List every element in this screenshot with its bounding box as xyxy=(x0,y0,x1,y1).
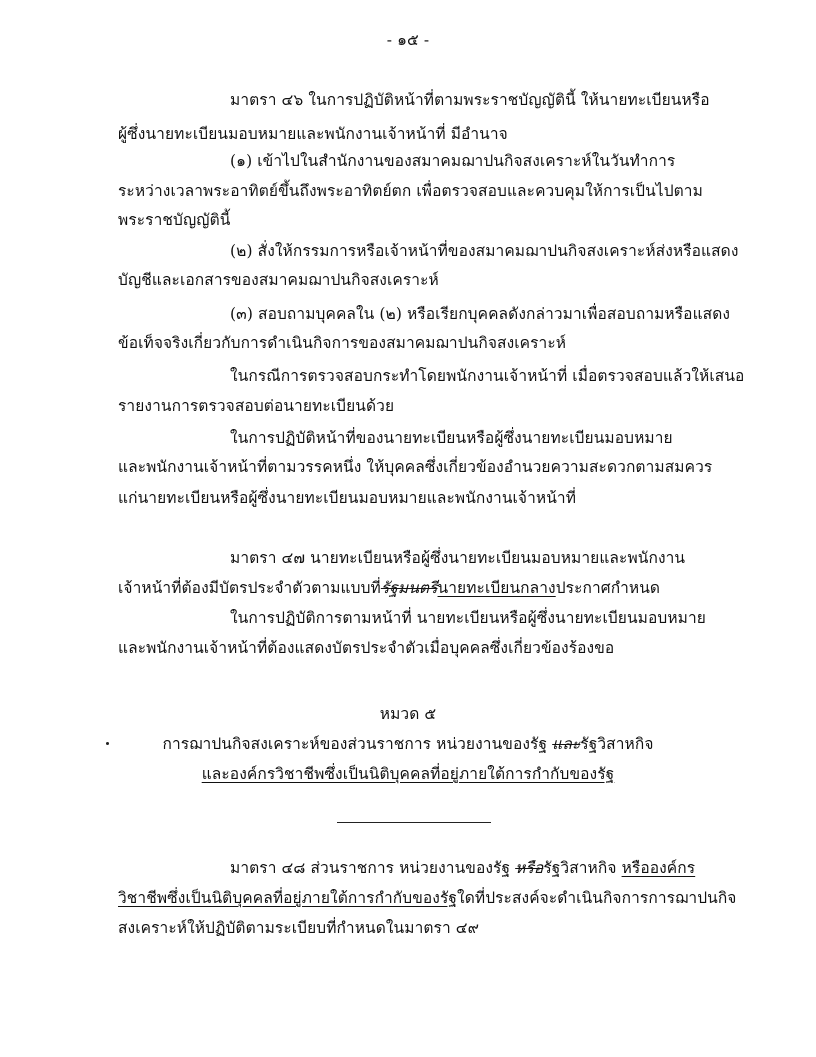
s48-underlined-text-2: วิชาชีพซึ่งเป็นนิติบุคคลที่อยู่ภายใต้การกำกับของรัฐ xyxy=(118,889,458,907)
chapter-title-text-a: การฌาปนกิจสงเคราะห์ของส่วนราชการ หน่วยงานของรัฐ xyxy=(162,735,553,753)
s48-line-2 xyxy=(118,888,737,908)
s46-para2-line-1: ในกรณีการตรวจสอบกระทำโดยพนักงานเจ้าหน้าที่ เมื่อตรวจสอบแล้วให้เสนอ xyxy=(230,367,745,385)
section-divider xyxy=(337,822,491,823)
s47-line-1: มาตรา ๔๗ นายทะเบียนหรือผู้ซึ่งนายทะเบียนมอบหมายและพนักงาน xyxy=(230,549,686,567)
s46-para2-line-2: รายงานการตรวจสอบต่อนายทะเบียนด้วย xyxy=(118,397,395,415)
chapter-title-line-1 xyxy=(0,734,816,754)
s46-item2-line-1: (๒) สั่งให้กรรมการหรือเจ้าหน้าที่ของสมาคมฌาปนกิจสงเคราะห์ส่งหรือแสดง xyxy=(230,242,739,260)
s47-line-2 xyxy=(118,578,660,598)
s46-line-2: ผู้ซึ่งนายทะเบียนมอบหมายและพนักงานเจ้าหน้าที่ มีอำนาจ xyxy=(118,125,508,143)
s46-item1-line-1: (๑) เข้าไปในสำนักงานของสมาคมฌาปนกิจสงเคราะห์ในวันทำการ xyxy=(230,152,676,170)
s46-para3-line-1: ในการปฏิบัติหน้าที่ของนายทะเบียนหรือผู้ซึ่งนายทะเบียนมอบหมาย xyxy=(230,429,673,447)
s47-para2-line-2: และพนักงานเจ้าหน้าที่ต้องแสดงบัตรประจำตัวเมื่อบุคคลซึ่งเกี่ยวข้องร้องขอ xyxy=(118,639,615,657)
s47-struck-word: รัฐมนตรี xyxy=(380,579,438,597)
chapter-title-text-c: รัฐวิสาหกิจ xyxy=(580,735,654,753)
chapter-heading: หมวด ๕ xyxy=(379,705,437,723)
page-number: - ๑๕ - xyxy=(386,31,430,49)
s48-line-2-text-b: ใดที่ประสงค์จะดำเนินกิจการการฌาปนกิจ xyxy=(457,889,737,907)
s47-line-2-text-d: ประกาศกำหนด xyxy=(555,579,661,597)
s48-line-1-text-c: รัฐวิสาหกิจ xyxy=(543,859,622,877)
s46-line-1: มาตรา ๔๖ ในการปฏิบัติหน้าที่ตามพระราชบัญญัตินี้ ให้นายทะเบียนหรือ xyxy=(230,91,710,109)
s46-item2-line-2: บัญชีและเอกสารของสมาคมฌาปนกิจสงเคราะห์ xyxy=(118,271,439,289)
s48-line-1 xyxy=(230,858,696,878)
s48-line-1-text-a: มาตรา ๔๘ ส่วนราชการ หน่วยงานของรัฐ xyxy=(230,859,516,877)
s47-para2-line-1: ในการปฏิบัติการตามหน้าที่ นายทะเบียนหรือผู้ซึ่งนายทะเบียนมอบหมาย xyxy=(230,609,706,627)
s46-item3-line-1: (๓) สอบถามบุคคลใน (๒) หรือเรียกบุคคลดังกล่าวมาเพื่อสอบถามหรือแสดง xyxy=(230,305,731,323)
s48-struck-word: หรือ xyxy=(515,859,544,877)
s46-para3-line-2: และพนักงานเจ้าหน้าที่ตามวรรคหนึ่ง ให้บุคคลซึ่งเกี่ยวข้องอำนวยความสะดวกตามสมควร xyxy=(118,458,713,476)
s47-line-2-text-a: เจ้าหน้าที่ต้องมีบัตรประจำตัวตามแบบที่ xyxy=(118,579,381,597)
s46-para3-line-3: แก่นายทะเบียนหรือผู้ซึ่งนายทะเบียนมอบหมายและพนักงานเจ้าหน้าที่ xyxy=(118,489,577,507)
s46-item1-line-3: พระราชบัญญัตินี้ xyxy=(118,211,231,229)
s48-line-3: สงเคราะห์ให้ปฏิบัติตามระเบียบที่กำหนดในมาตรา ๔๙ xyxy=(118,919,480,937)
s46-item1-line-2: ระหว่างเวลาพระอาทิตย์ขึ้นถึงพระอาทิตย์ตก เพื่อตรวจสอบและควบคุมให้การเป็นไปตาม xyxy=(118,182,703,200)
chapter-title-line-2: และองค์กรวิชาชีพซึ่งเป็นนิติบุคคลที่อยู่ภายใต้การกำกับของรัฐ xyxy=(201,765,615,783)
s46-item3-line-2: ข้อเท็จจริงเกี่ยวกับการดำเนินกิจการของสมาคมฌาปนกิจสงเคราะห์ xyxy=(118,334,567,352)
chapter-title-struck-word: และ xyxy=(552,735,581,753)
s48-underlined-text-1: หรือองค์กร xyxy=(621,859,696,877)
s47-underlined-word: นายทะเบียนกลาง xyxy=(437,579,556,597)
